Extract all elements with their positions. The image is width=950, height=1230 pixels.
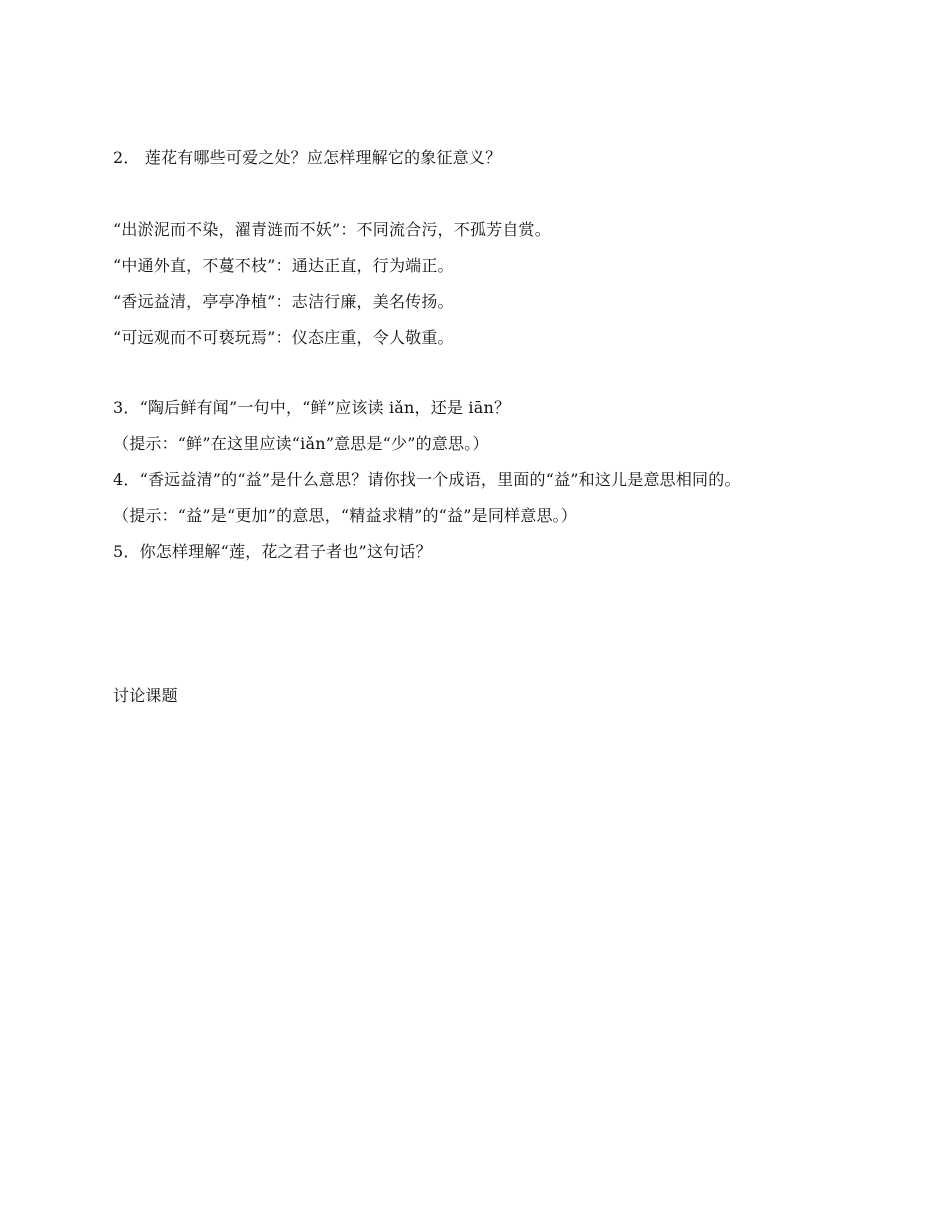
answer-line-2: “中通外直，不蔓不枝”：通达正直，行为端正。	[113, 256, 454, 275]
question-2: 2． 莲花有哪些可爱之处？应怎样理解它的象征意义？	[113, 148, 502, 167]
answer-line-1: “出淤泥而不染，濯青涟而不妖”：不同流合污，不孤芳自赏。	[113, 220, 551, 239]
answer-line-3: “香远益清，亭亭净植”：志洁行廉，美名传扬。	[113, 292, 454, 311]
question-4: 4．“香远益清”的“益”是什么意思？请你找一个成语，里面的“益”和这儿是意思相同的。	[113, 470, 741, 489]
hint-3: （提示：“鲜”在这里应读“iǎn”意思是“少”的意思。）	[113, 434, 489, 453]
discussion-heading: 讨论课题	[113, 686, 178, 705]
question-3: 3．“陶后鲜有闻”一句中，“鲜”应该读 iǎn，还是 iān？	[113, 398, 511, 417]
question-5: 5．你怎样理解“莲，花之君子者也”这句话？	[113, 542, 432, 561]
answer-line-4: “可远观而不可亵玩焉”：仪态庄重，令人敬重。	[113, 328, 454, 347]
hint-4: （提示：“益”是“更加”的意思，“精益求精”的“益”是同样意思。）	[113, 506, 578, 525]
